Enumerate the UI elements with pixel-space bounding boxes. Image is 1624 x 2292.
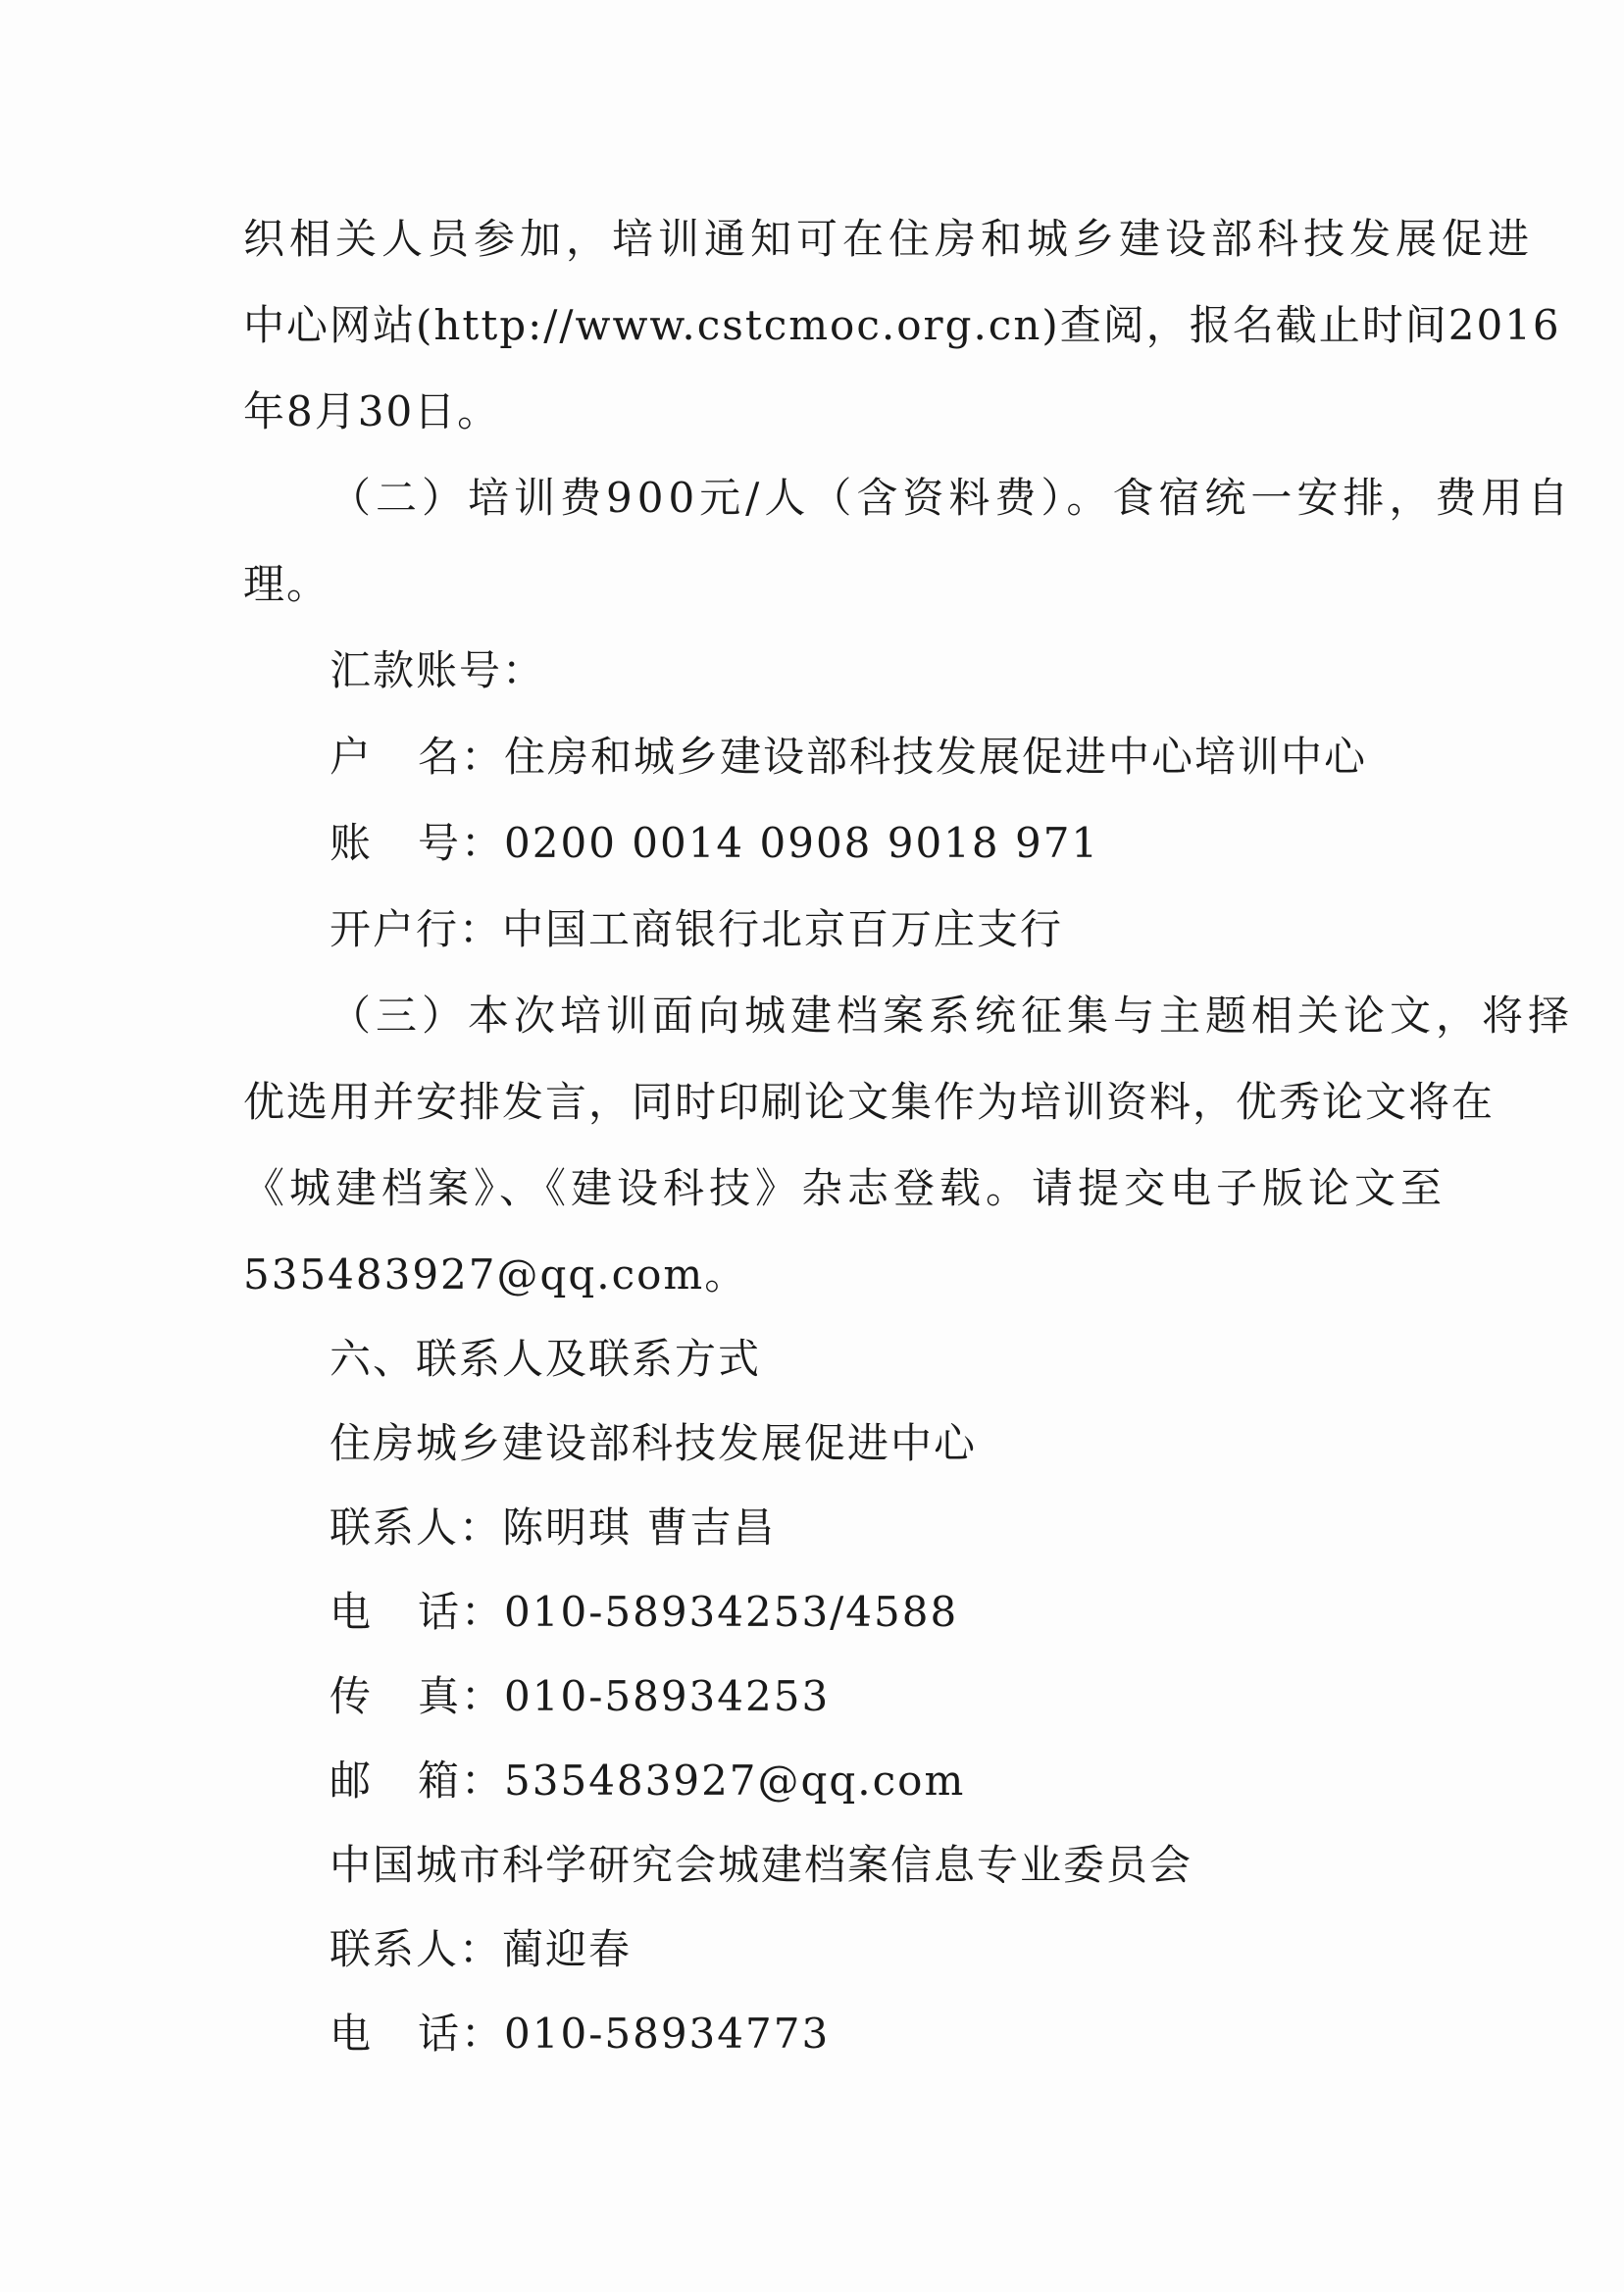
paragraph-1-line-1: 织相关人员参加，培训通知可在住房和城乡建设部科技发展促进 <box>243 215 1535 263</box>
account-name-label-a: 户 <box>330 733 374 781</box>
org1-mail-label-b: 箱： <box>418 1757 505 1805</box>
organization-1-name: 住房城乡建设部科技发展促进中心 <box>330 1419 978 1467</box>
organization-2-name: 中国城市科学研究会城建档案信息专业委员会 <box>330 1841 1193 1889</box>
account-name-row <box>330 730 1367 785</box>
account-number-label-b: 号： <box>418 819 505 867</box>
paragraph-3-line-4: 535483927@qq.com。 <box>243 1250 748 1299</box>
account-number-label-a: 账 <box>330 819 374 867</box>
org1-contact-row <box>330 1501 776 1555</box>
org1-tel-value: 010-58934253/4588 <box>504 1588 959 1636</box>
org1-contact-value: 陈明琪 曹吉昌 <box>502 1503 777 1552</box>
paragraph-3-line-1: （三）本次培训面向城建档案系统征集与主题相关论文，将择 <box>330 992 1575 1040</box>
org2-tel-row <box>330 2007 830 2062</box>
paragraph-1-line-2: 中心网站(http://www.cstcmoc.org.cn)查阅，报名截止时间2016 <box>243 301 1561 349</box>
paragraph-2-line-2: 理。 <box>243 560 330 608</box>
account-name-value: 住房和城乡建设部科技发展促进中心培训中心 <box>504 733 1368 781</box>
paragraph-3-line-2: 优选用并安排发言，同时印刷论文集作为培训资料，优秀论文将在 <box>243 1078 1496 1126</box>
bank-row <box>330 902 1063 957</box>
org2-contact-label: 联系人： <box>330 1925 503 1973</box>
org2-tel-value: 010-58934773 <box>504 2010 831 2058</box>
org1-tel-label-b: 话： <box>418 1588 505 1636</box>
org2-tel-label-b: 话： <box>418 2010 505 2058</box>
paragraph-1-line-3: 年8月30日。 <box>243 387 501 435</box>
org1-tel-label-a: 电 <box>330 1588 374 1636</box>
org1-fax-row <box>330 1669 830 1724</box>
bank-value: 中国工商银行北京百万庄支行 <box>502 905 1064 953</box>
org1-mail-value: 535483927@qq.com <box>504 1757 966 1805</box>
account-name-label-b: 名： <box>418 733 505 781</box>
paragraph-2-line-1: （二）培训费900元/人（含资料费）。食宿统一安排，费用自 <box>330 474 1574 522</box>
org1-fax-value: 010-58934253 <box>504 1672 831 1720</box>
org1-tel-row <box>330 1585 958 1640</box>
paragraph-3-line-3: 《城建档案》、《建设科技》杂志登载。请提交电子版论文至 <box>243 1164 1447 1212</box>
org2-contact-value: 蔺迎春 <box>502 1925 633 1973</box>
org1-fax-label-b: 真： <box>418 1672 505 1720</box>
account-number-value: 0200 0014 0908 9018 971 <box>504 819 1100 867</box>
remittance-title: 汇款账号： <box>330 646 546 694</box>
org1-mail-label-a: 邮 <box>330 1757 374 1805</box>
account-number-row <box>330 816 1099 871</box>
section-6-title: 六、联系人及联系方式 <box>330 1335 762 1383</box>
org1-fax-label-a: 传 <box>330 1672 374 1720</box>
org2-contact-row <box>330 1922 632 1977</box>
bank-label: 开户行： <box>330 905 503 953</box>
org1-mail-row <box>330 1754 965 1808</box>
org1-contact-label: 联系人： <box>330 1503 503 1552</box>
org2-tel-label-a: 电 <box>330 2010 374 2058</box>
